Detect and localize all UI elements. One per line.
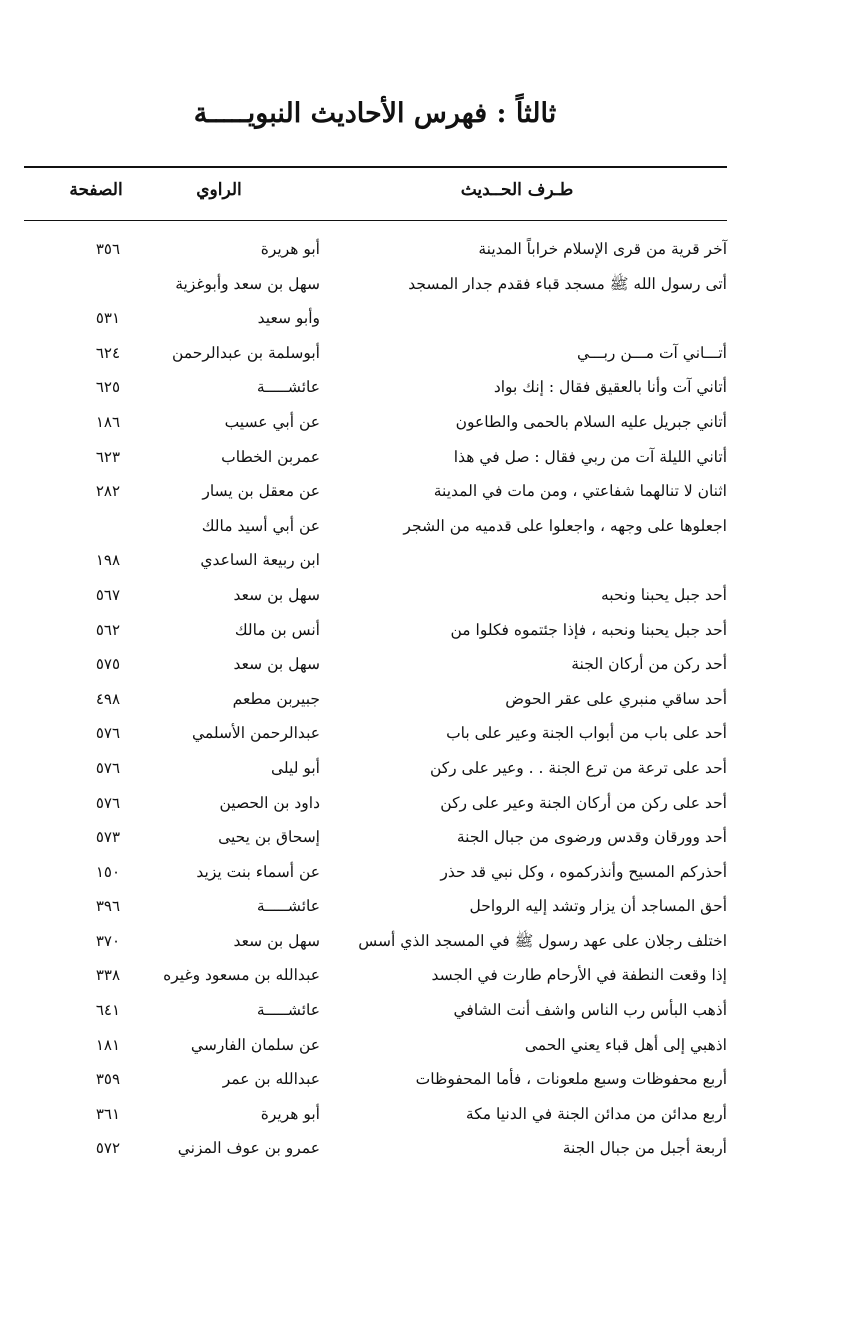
narrator-name: وأبو سعيد [257,309,320,328]
table-row [24,684,727,719]
table-row [24,960,727,995]
hadith-text: أحد جبل يحبنا ونحبه [601,585,727,604]
table-row [24,788,727,823]
table-row [24,649,727,684]
page-number: ٥٧٢ [95,1139,120,1158]
table-row [24,926,727,961]
table-row [24,234,727,269]
table-row [24,303,727,338]
hadith-text: أحد ساقي منبري على عقر الحوض [505,689,727,708]
narrator-name: عائشـــــة [256,378,320,397]
hadith-text: أتاني آت وأنا بالعقيق فقال : إنك بواد [493,378,727,397]
table-row [24,822,727,857]
narrator-name: عن أبي أسيد مالك [201,516,320,535]
hadith-text: إذا وقعت النطفة في الأرحام طارت في الجسد [431,966,727,985]
hadith-text: أربع محفوظات وسبع ملعونات ، فأما المحفوظات [415,1070,727,1089]
narrator-name: عن سلمان الفارسي [190,1035,320,1054]
header-bottom-rule [24,220,727,221]
narrator-name: عن أبي عسيب [224,412,320,431]
hadith-text: أتاني الليلة آت من ربي فقال : صل في هذا [453,447,727,466]
page-number: ٥٦٢ [95,620,120,639]
column-header-page: الصفحة [69,180,123,200]
hadith-text: أحد ركن من أركان الجنة [571,655,727,674]
page-number: ٥٣١ [95,309,120,328]
narrator-name: داود بن الحصين [219,793,320,812]
page-number: ٦٢٤ [95,343,120,362]
table-row [24,407,727,442]
hadith-text: أربعة أجبل من جبال الجنة [562,1139,727,1158]
narrator-name: سهل بن سعد وأبوغزية [175,274,320,293]
hadith-text: أحد على ركن من أركان الجنة وعير على ركن [440,793,727,812]
hadith-text: أحد جبل يحبنا ونحبه ، فإذا جئتموه فكلوا من [450,620,727,639]
page-number: ١٥٠ [95,862,120,881]
page-number: ٥٧٥ [95,655,120,674]
narrator-name: أنس بن مالك [234,620,320,639]
narrator-name: عبدالرحمن الأسلمي [191,724,320,743]
table-row [24,615,727,650]
hadith-text: أتـــاني آت مـــن ربـــي [577,343,727,362]
narrator-name: سهل بن سعد [233,931,320,950]
narrator-name: أبوسلمة بن عبدالرحمن [172,343,320,362]
page-number: ٣٧٠ [95,931,120,950]
table-row [24,891,727,926]
table-row [24,1064,727,1099]
table-header [24,176,727,214]
hadith-text: أحد على باب من أبواب الجنة وعير على باب [446,724,727,743]
narrator-name: أبو هريرة [260,1104,320,1123]
hadith-text: أحق المساجد أن يزار وتشد إليه الرواحل [469,897,727,916]
narrator-name: عائشـــــة [256,1001,320,1020]
hadith-text: اذهبي إلى أهل قباء يعني الحمى [524,1035,727,1054]
table-row [24,718,727,753]
narrator-name: عمربن الخطاب [221,447,320,466]
hadith-text: أحذركم المسيح وأنذركموه ، وكل نبي قد حذر [440,862,727,881]
narrator-name: جبيربن مطعم [232,689,320,708]
table-row [24,1030,727,1065]
hadith-text: أذهب البأس رب الناس واشف أنت الشافي [453,1001,727,1020]
page-number: ٣٦١ [95,1104,120,1123]
narrator-name: عبدالله بن مسعود وغيره [163,966,320,985]
page-number: ٣٥٩ [95,1070,120,1089]
page-number: ٣٥٦ [95,240,120,258]
narrator-name: أبو ليلى [270,758,320,777]
narrator-name: عن أسماء بنت يزيد [196,862,320,881]
table-row [24,545,727,580]
page-number: ٢٨٢ [95,482,120,501]
hadith-text: اختلف رجلان على عهد رسول ﷺ في المسجد الذي أسس [358,931,727,950]
page-number: ٥٧٦ [95,758,120,777]
table-row [24,995,727,1030]
page-number: ٥٧٣ [95,828,120,847]
page-number: ١٨١ [95,1035,120,1054]
hadith-text: أحد على ترعة من ترع الجنة . . وعير على ركن [429,758,727,777]
page-number: ١٨٦ [95,412,120,431]
narrator-name: عن معقل بن يسار [202,482,320,501]
page-number: ٥٦٧ [95,585,120,604]
narrator-name: سهل بن سعد [233,655,320,674]
page-number: ٥٧٦ [95,724,120,743]
narrator-name: ابن ربيعة الساعدي [200,551,320,570]
hadith-index-table [24,234,727,1168]
table-row [24,580,727,615]
hadith-text: أربع مدائن من مدائن الجنة في الدنيا مكة [465,1104,727,1123]
page-number: ١٩٨ [95,551,120,570]
page-number: ٣٣٨ [95,966,120,985]
hadith-text: اجعلوها على وجهه ، واجعلوا على قدميه من الشجر [403,516,727,535]
table-row [24,338,727,373]
hadith-text: أتى رسول الله ﷺ مسجد قباء فقدم جدار المسجد [408,274,727,293]
table-row [24,511,727,546]
table-row [24,1099,727,1134]
page-title: ثالثاً : فهرس الأحاديث النبويـــــة [193,98,557,129]
hadith-text: آخر قرية من قرى الإسلام خراباً المدينة [478,240,727,258]
column-header-narrator: الراوي [196,180,242,200]
table-row [24,1133,727,1168]
page-number: ٦٢٥ [95,378,120,397]
page-number: ٦٢٣ [95,447,120,466]
table-row [24,753,727,788]
page-number: ٥٧٦ [95,793,120,812]
narrator-name: إسحاق بن يحيى [218,828,320,847]
hadith-text: أتاني جبريل عليه السلام بالحمى والطاعون [455,412,727,431]
table-row [24,442,727,477]
narrator-name: عبدالله بن عمر [222,1070,320,1089]
table-row [24,372,727,407]
table-row [24,269,727,304]
narrator-name: أبو هريرة [260,240,320,258]
page-number: ٤٩٨ [95,689,120,708]
page-number: ٦٤١ [95,1001,120,1020]
page-number: ٣٩٦ [95,897,120,916]
column-header-hadith: طـرف الحــديث [460,180,574,200]
narrator-name: عمرو بن عوف المزني [177,1139,320,1158]
table-row [24,476,727,511]
narrator-name: عائشـــــة [256,897,320,916]
header-top-rule [24,166,727,168]
hadith-text: أحد وورقان وقدس ورضوى من جبال الجنة [456,828,727,847]
table-row [24,857,727,892]
hadith-text: اثنان لا تنالهما شفاعتي ، ومن مات في المدينة [433,482,727,501]
narrator-name: سهل بن سعد [233,585,320,604]
